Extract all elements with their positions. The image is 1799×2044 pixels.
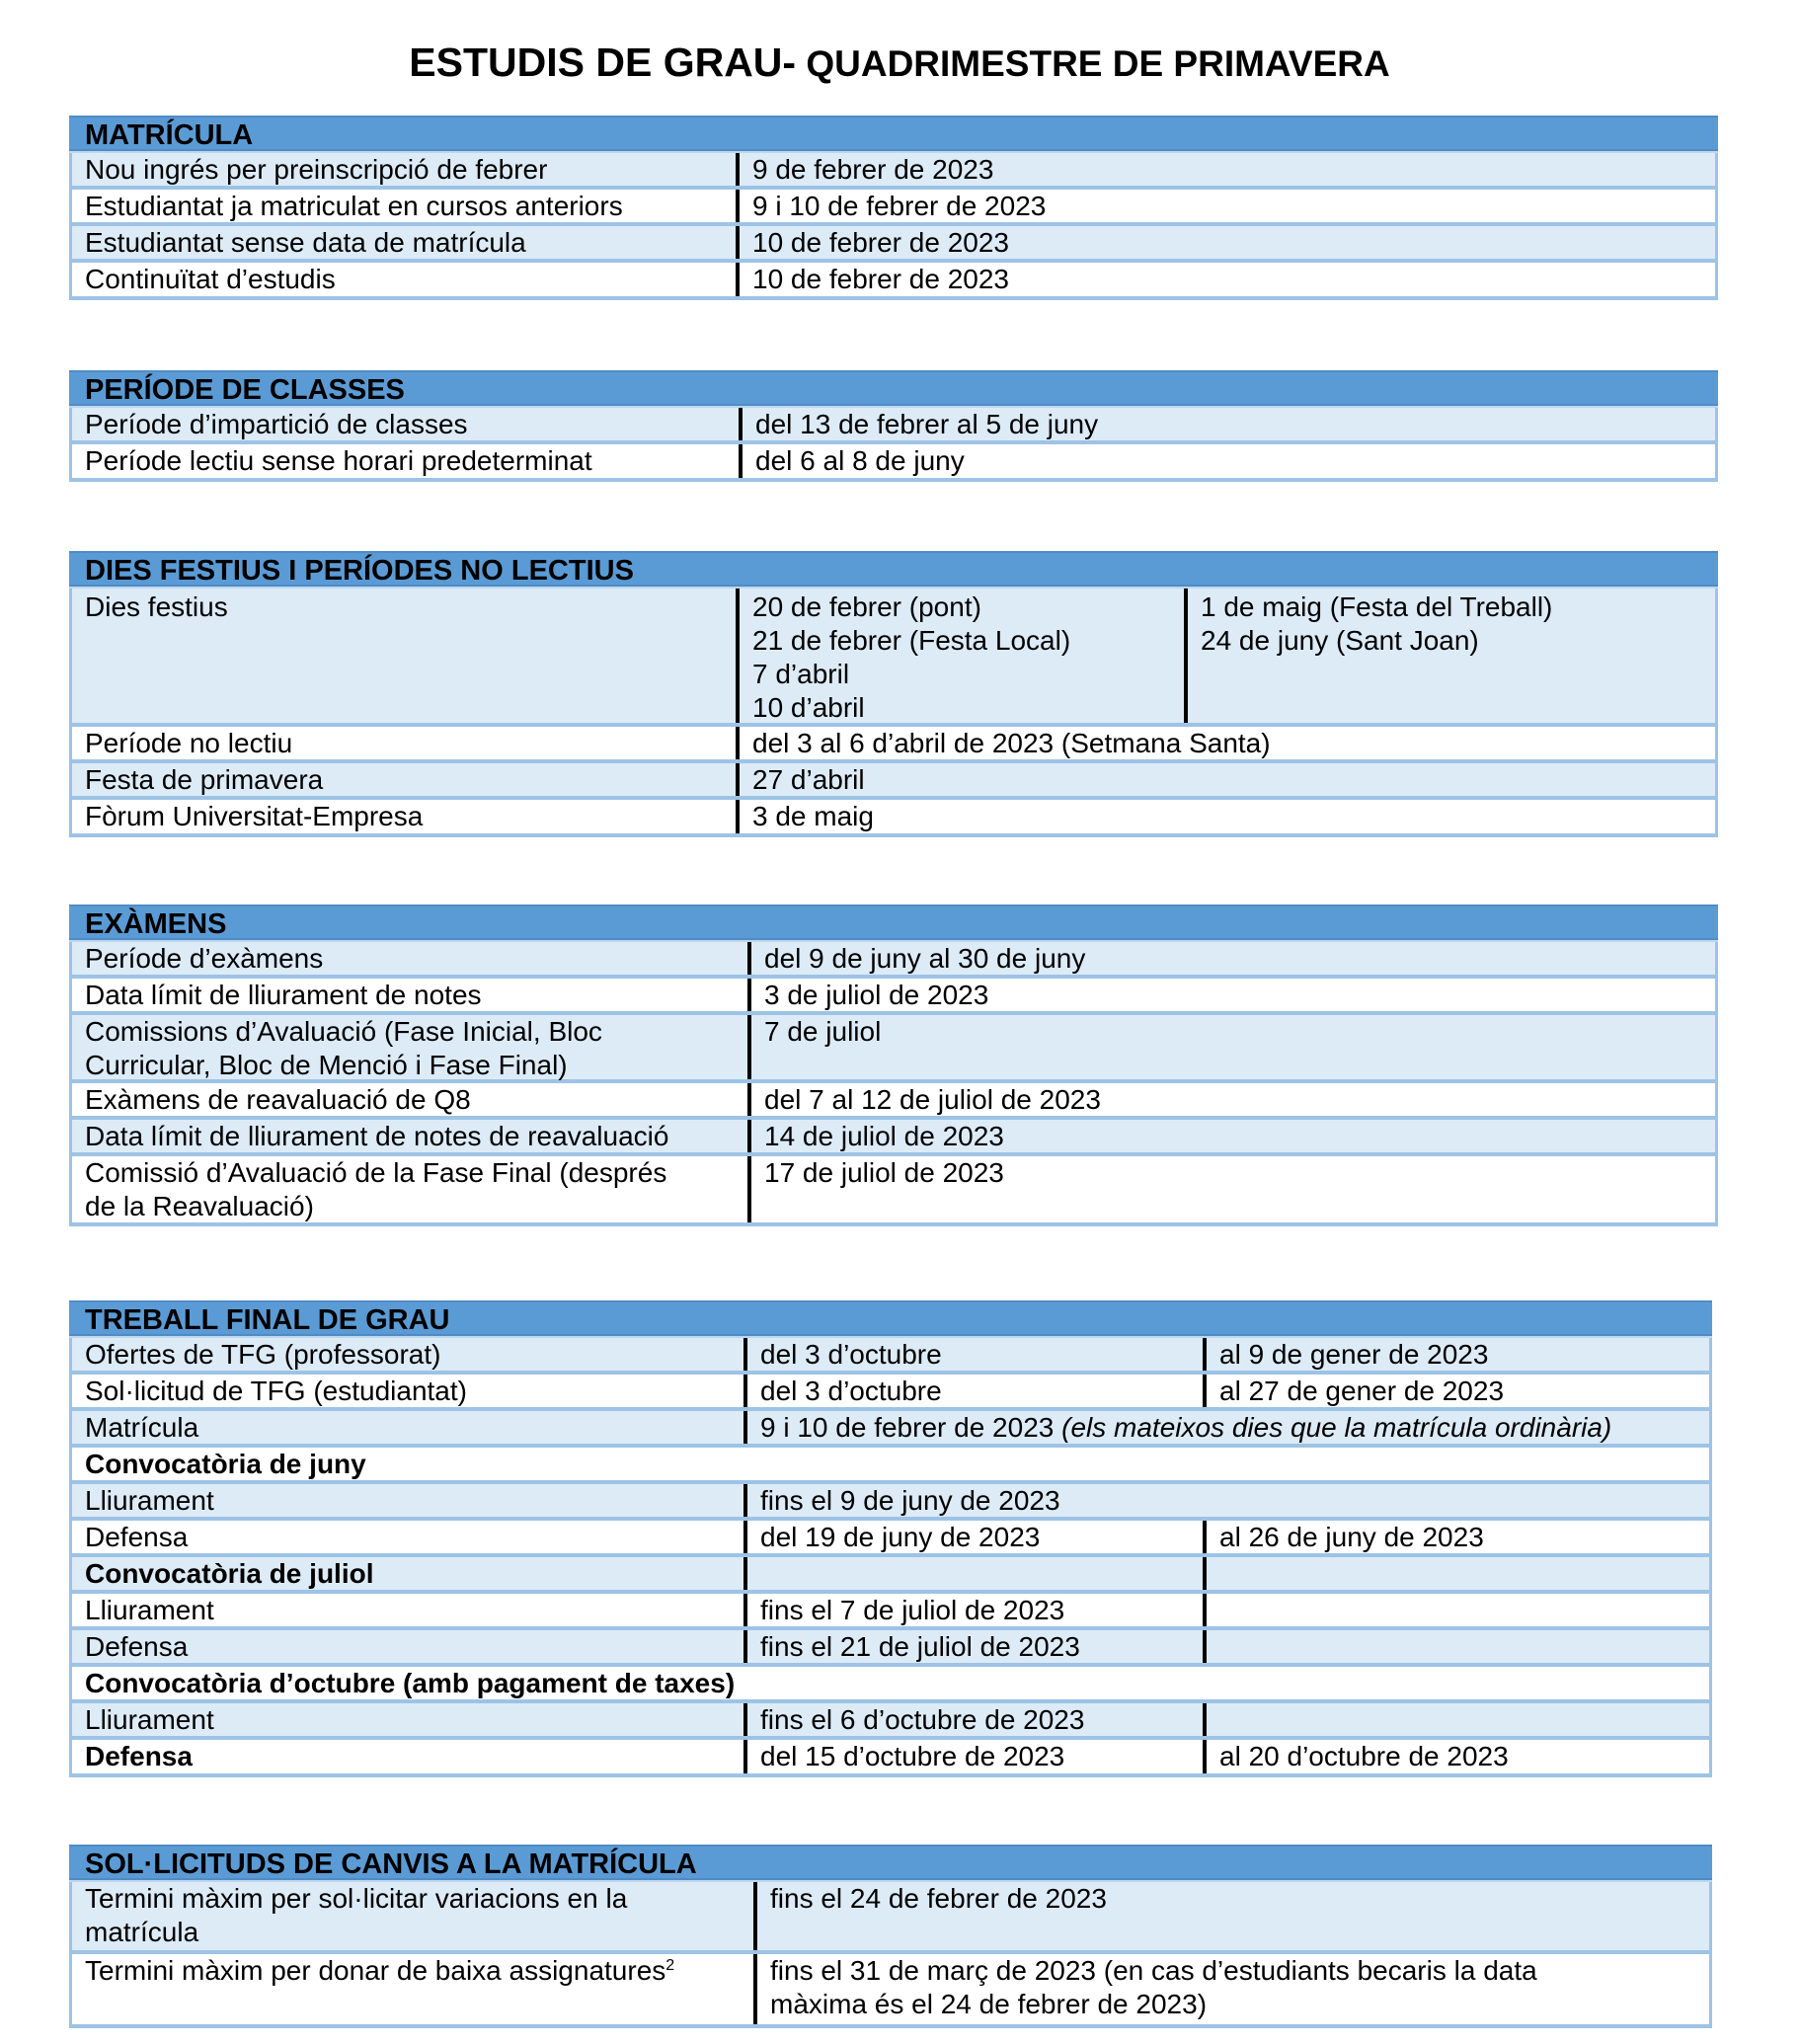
section-heading: SOL·LICITUDS DE CANVIS A LA MATRÍCULA	[69, 1845, 1712, 1882]
row-label-text: Termini màxim per donar de baixa assignatures	[85, 1955, 666, 1986]
row-value: del 7 al 12 de juliol de 2023	[747, 1083, 1101, 1116]
row-label: Període lectiu sense horari predeterminat	[85, 445, 592, 476]
holiday-item: 24 de juny (Sant Joan)	[1201, 625, 1479, 656]
row-label	[72, 1882, 753, 1950]
table-row	[69, 800, 1718, 837]
table-row-subheading	[69, 1557, 1712, 1594]
section-examens	[69, 904, 1718, 1226]
row-from: del 3 d’octubre	[743, 1375, 1203, 1407]
row-value-note: (els mateixos dies que la matrícula ordinària)	[1061, 1412, 1612, 1443]
row-label: Estudiantat ja matriculat en cursos anteriors	[85, 191, 623, 221]
row-label: Exàmens de reavaluació de Q8	[85, 1084, 471, 1115]
section-heading: MATRÍCULA	[69, 116, 1718, 153]
row-label: Data límit de lliurament de notes	[85, 980, 482, 1010]
table-row	[69, 263, 1718, 300]
row-label	[72, 1156, 747, 1222]
title-part-1: ESTUDIS DE GRAU-	[409, 39, 797, 85]
holidays-column-1	[736, 589, 1184, 723]
row-value: 27 d’abril	[736, 763, 865, 796]
row-value: 9 de febrer de 2023	[736, 153, 993, 186]
row-label: Període d’impartició de classes	[85, 409, 468, 439]
row-label-line: Curricular, Bloc de Menció i Fase Final)	[85, 1050, 568, 1080]
table-row	[69, 226, 1718, 263]
row-label: Festa de primavera	[85, 764, 324, 795]
subheading-label: Convocatòria de juny	[85, 1449, 366, 1479]
row-to	[1203, 1630, 1219, 1663]
row-value	[753, 1954, 1537, 2024]
row-to	[1203, 1594, 1219, 1626]
row-label: Nou ingrés per preinscripció de febrer	[85, 154, 548, 185]
table-row	[69, 1338, 1712, 1375]
holiday-item: 10 d’abril	[752, 692, 865, 723]
row-value: 10 de febrer de 2023	[736, 263, 1009, 296]
table-row-subheading	[69, 1448, 1712, 1484]
subheading-label: Convocatòria d’octubre (amb pagament de taxes)	[85, 1668, 736, 1698]
row-label: Ofertes de TFG (professorat)	[85, 1339, 441, 1370]
row-from: del 15 d’octubre de 2023	[743, 1740, 1203, 1773]
table-row-holidays	[69, 589, 1718, 727]
row-value: del 9 de juny al 30 de juny	[747, 942, 1085, 975]
table-row	[69, 763, 1718, 800]
holiday-item: 7 d’abril	[752, 659, 850, 689]
section-canvis-matricula	[69, 1845, 1712, 2028]
row-label: Lliurament	[85, 1485, 214, 1516]
row-to: al 26 de juny de 2023	[1203, 1521, 1484, 1553]
row-label: Sol·licitud de TFG (estudiantat)	[85, 1376, 467, 1406]
row-value-line: fins el 31 de març de 2023 (en cas d’estudiants becaris la data	[770, 1955, 1537, 1986]
row-from: fins el 7 de juliol de 2023	[743, 1594, 1203, 1626]
table-row	[69, 1521, 1712, 1557]
row-label: Continuïtat d’estudis	[85, 264, 336, 294]
row-from	[743, 1557, 1203, 1590]
table-row-subheading	[69, 1667, 1712, 1703]
row-value: 7 de juliol	[747, 1015, 881, 1079]
table-row	[69, 1740, 1712, 1777]
table-row	[69, 727, 1718, 763]
holiday-item: 21 de febrer (Festa Local)	[752, 625, 1071, 656]
table-row	[69, 1015, 1718, 1083]
row-label: Defensa	[85, 1741, 193, 1771]
holiday-item: 20 de febrer (pont)	[752, 591, 981, 622]
row-label-line: Comissions d’Avaluació (Fase Inicial, Bloc	[85, 1016, 602, 1047]
table-row	[69, 1083, 1718, 1120]
table-row	[69, 1484, 1712, 1521]
table-row	[69, 408, 1718, 444]
table-row	[69, 1630, 1712, 1667]
table-row	[69, 942, 1718, 979]
row-value: 14 de juliol de 2023	[747, 1120, 1004, 1152]
table-row	[69, 153, 1718, 190]
row-value: fins el 24 de febrer de 2023	[753, 1882, 1107, 1950]
row-label	[72, 1015, 747, 1079]
section-heading: DIES FESTIUS I PERÍODES NO LECTIUS	[69, 551, 1718, 589]
holiday-item: 1 de maig (Festa del Treball)	[1201, 591, 1553, 622]
row-value: 3 de juliol de 2023	[747, 979, 988, 1011]
page-title	[0, 39, 1799, 95]
section-dies-festius	[69, 551, 1718, 837]
row-to: al 20 d’octubre de 2023	[1203, 1740, 1509, 1773]
row-label: Matrícula	[85, 1412, 199, 1443]
table-row	[69, 1411, 1712, 1448]
section-heading: EXÀMENS	[69, 904, 1718, 942]
row-label: Defensa	[85, 1522, 189, 1552]
section-periode-classes	[69, 370, 1718, 482]
row-value: 10 de febrer de 2023	[736, 226, 1009, 259]
row-from: del 3 d’octubre	[743, 1338, 1203, 1371]
row-label: Període d’exàmens	[85, 943, 324, 974]
footnote-marker: 2	[665, 1957, 675, 1974]
row-value: 3 de maig	[736, 800, 874, 833]
table-row	[69, 1703, 1712, 1740]
table-row	[69, 190, 1718, 226]
table-row	[69, 1882, 1712, 1954]
row-label: Data límit de lliurament de notes de reavaluació	[85, 1121, 669, 1151]
row-from: fins el 9 de juny de 2023	[743, 1484, 1060, 1517]
row-to: al 27 de gener de 2023	[1203, 1375, 1504, 1407]
row-label: Lliurament	[85, 1595, 214, 1625]
row-label: Defensa	[85, 1631, 189, 1662]
row-value: 9 i 10 de febrer de 2023	[736, 190, 1046, 222]
row-value-line: màxima és el 24 de febrer de 2023)	[770, 1989, 1208, 2019]
row-value	[743, 1411, 1611, 1444]
row-from: del 19 de juny de 2023	[743, 1521, 1203, 1553]
row-label: Dies festius	[85, 591, 228, 622]
row-to	[1203, 1557, 1219, 1590]
row-label: Fòrum Universitat-Empresa	[85, 801, 424, 831]
row-label: Estudiantat sense data de matrícula	[85, 227, 526, 258]
subheading-label: Convocatòria de juliol	[85, 1558, 374, 1589]
row-value: 17 de juliol de 2023	[747, 1156, 1004, 1222]
row-label-line: de la Reavaluació)	[85, 1191, 314, 1221]
row-to	[1203, 1703, 1219, 1736]
row-to: al 9 de gener de 2023	[1203, 1338, 1488, 1371]
table-row	[69, 1120, 1718, 1156]
section-heading: TREBALL FINAL DE GRAU	[69, 1300, 1712, 1338]
row-value: del 3 al 6 d’abril de 2023 (Setmana Santa)	[736, 727, 1271, 759]
row-value: del 13 de febrer al 5 de juny	[739, 408, 1098, 440]
row-value-date: 9 i 10 de febrer de 2023	[760, 1412, 1062, 1443]
table-row	[69, 1594, 1712, 1630]
row-label	[72, 1954, 753, 2024]
row-label: Període no lectiu	[85, 728, 293, 758]
row-from: fins el 21 de juliol de 2023	[743, 1630, 1203, 1663]
holidays-column-2	[1184, 589, 1552, 723]
table-row	[69, 444, 1718, 482]
row-label: Lliurament	[85, 1704, 214, 1735]
row-label-line: Termini màxim per sol·licitar variacions en la	[85, 1883, 628, 1914]
table-row	[69, 979, 1718, 1015]
section-heading: PERÍODE DE CLASSES	[69, 370, 1718, 408]
table-row	[69, 1954, 1712, 2028]
row-from: fins el 6 d’octubre de 2023	[743, 1703, 1203, 1736]
row-label-line: matrícula	[85, 1917, 199, 1947]
table-row	[69, 1156, 1718, 1226]
section-matricula	[69, 116, 1718, 300]
table-row	[69, 1375, 1712, 1411]
section-tfg	[69, 1300, 1712, 1777]
row-value: del 6 al 8 de juny	[739, 444, 965, 478]
title-part-2: QUADRIMESTRE DE PRIMAVERA	[796, 43, 1390, 84]
row-label-line: Comissió d’Avaluació de la Fase Final (després	[85, 1157, 667, 1188]
